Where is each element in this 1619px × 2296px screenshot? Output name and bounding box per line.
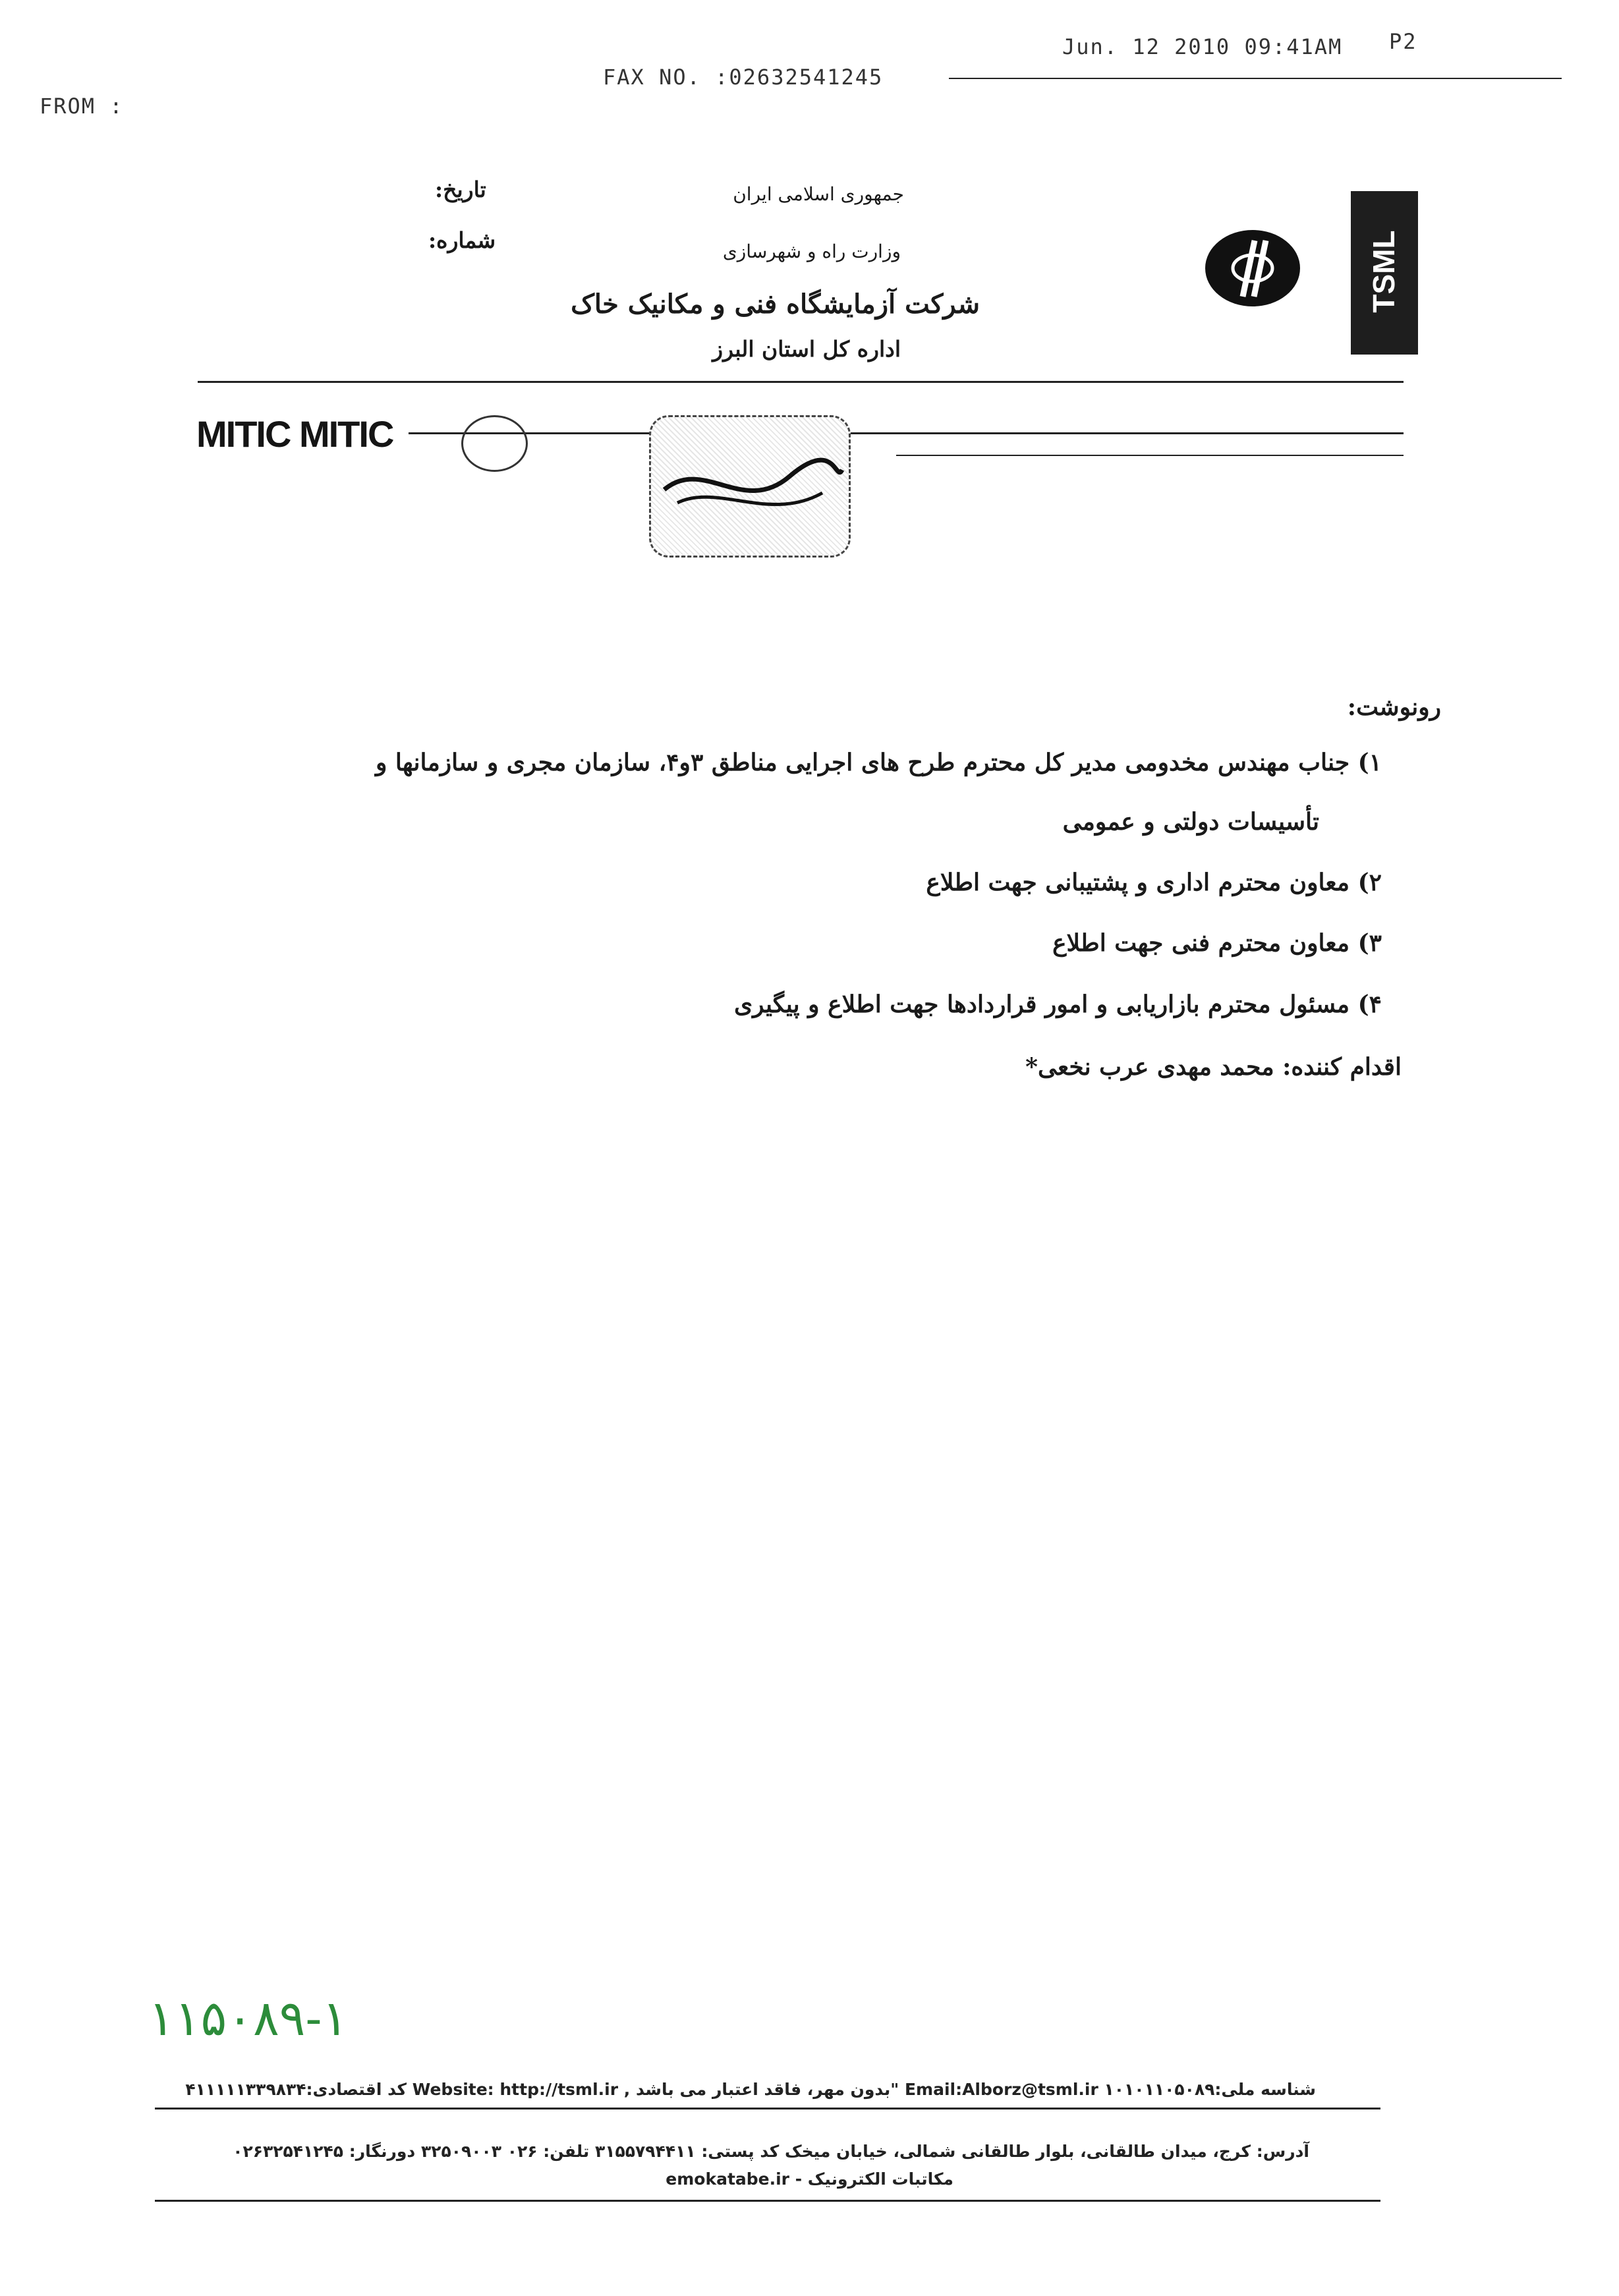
cc-heading: رونوشت: — [1347, 693, 1441, 721]
footer-line-address: آدرس: کرج، میدان طالقانی، بلوار طالقانی شمالی، خیابان میخک کد پستی: ۳۱۵۵۷۹۴۴۱۱ تلفن: ۰۲۶ ۳۲۵۰۹۰۰۳ دورنگار: ۰۲۶۳۲۵۴۱۲۴۵ — [233, 2142, 1309, 2161]
action-by: اقدام کننده: محمد مهدی عرب نخعی* — [1025, 1053, 1402, 1081]
certification-logos: MITIC MITIC — [196, 413, 393, 455]
fax-number: FAX NO. :02632541245 — [603, 65, 884, 90]
letterhead-country: جمهوری اسلامی ایران — [733, 183, 904, 205]
date-label: تاریخ: — [435, 177, 486, 202]
fax-from-label: FROM : — [40, 94, 124, 119]
footer-line-ids: شناسه ملی:۱۰۱۰۱۱۰۵۰۸۹ Email:Alborz@tsml.ir "بدون مهر، فاقد اعتبار می باشد , Website: http://tsml.ir کد اقتصادی:۴۱۱۱۱۱۳۳۹۸۳۴ — [185, 2080, 1316, 2099]
footer-line-portal: مکاتبات الکترونیک - emokatabe.ir — [666, 2169, 953, 2189]
certification-badge-icon — [461, 415, 528, 472]
tsml-logo-block — [1351, 191, 1418, 355]
handwritten-reference: ۱۱۵۰۸۹-۱ — [148, 1990, 349, 2047]
letterhead-ministry: وزارت راه و شهرسازی — [722, 241, 901, 262]
number-label: شماره: — [428, 227, 496, 253]
cc-item: ۲) معاون محترم اداری و پشتیبانی جهت اطلاع — [926, 869, 1382, 896]
letterhead-office: اداره کل استان البرز — [712, 336, 901, 362]
letterhead-company: شرکت آزمایشگاه فنی و مکانیک خاک — [571, 289, 980, 320]
fax-page: P2 — [1389, 29, 1417, 54]
letterhead-rule-top — [198, 381, 1404, 383]
cc-item: ۱) جناب مهندس مخدومی مدیر کل محترم طرح های اجرایی مناطق ۳و۴، سازمان مجری و سازمانها و — [376, 749, 1382, 776]
cc-item: ۴) مسئول محترم بازاریابی و امور قراردادها جهت اطلاع و پیگیری — [733, 990, 1382, 1018]
footer-rule-bottom — [155, 2200, 1380, 2202]
fax-datetime: Jun. 12 2010 09:41AM — [1062, 34, 1343, 59]
cc-item-continued: تأسیسات دولتی و عمومی — [1062, 808, 1319, 836]
tsml-logo-text: TSML — [1367, 230, 1401, 313]
footer-rule-top — [155, 2108, 1380, 2109]
company-emblem-icon — [1203, 227, 1302, 310]
letterhead-rule-mid — [409, 432, 1404, 434]
calligraphy-seal-icon — [649, 415, 851, 558]
cc-item: ۳) معاون محترم فنی جهت اطلاع — [1052, 929, 1382, 957]
letterhead-rule-right — [896, 455, 1404, 456]
fax-header-rule — [949, 78, 1562, 79]
